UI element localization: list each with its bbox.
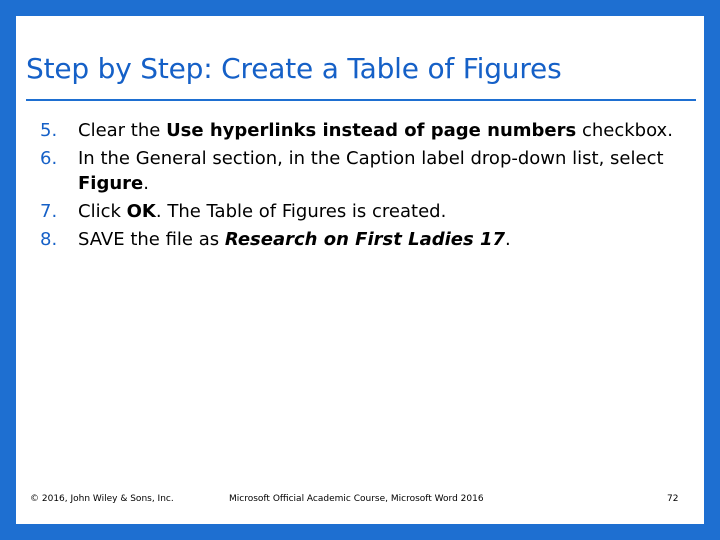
step-text-segment: checkbox. — [576, 120, 673, 141]
step-item — [26, 118, 686, 143]
step-text — [78, 229, 511, 250]
ui-element-name: Use hyperlinks instead of page numbers — [166, 120, 577, 141]
step-number: 7. — [40, 201, 58, 222]
footer-page-number: 72 — [667, 494, 679, 504]
slide-canvas — [16, 16, 704, 524]
step-item — [26, 227, 686, 252]
step-text-segment: . The Table of Figures is created. — [155, 201, 447, 222]
step-text — [78, 148, 664, 194]
step-number: 5. — [40, 120, 58, 141]
step-text-segment: SAVE the file as — [78, 229, 225, 250]
file-name: Research on First Ladies 17 — [224, 229, 506, 250]
ui-element-name: OK — [126, 201, 156, 222]
step-item — [26, 199, 686, 224]
footer-copyright: © 2016, John Wiley & Sons, Inc. — [30, 494, 174, 504]
step-text-segment: In the General section, in the Caption label drop-down list, select — [78, 148, 664, 169]
step-text-segment: Click — [78, 201, 127, 222]
step-number: 8. — [40, 229, 58, 250]
step-text-segment: . — [143, 173, 149, 194]
steps-list — [26, 118, 686, 255]
step-text — [78, 201, 446, 222]
slide-title: Step by Step: Create a Table of Figures — [26, 52, 562, 85]
step-text-segment: Clear the — [78, 120, 167, 141]
step-text-segment: . — [505, 229, 511, 250]
footer-course-title: Microsoft Official Academic Course, Microsoft Word 2016 — [229, 494, 484, 504]
step-text — [78, 120, 673, 141]
title-underline — [26, 99, 696, 101]
ui-element-name: Figure — [78, 173, 144, 194]
step-item — [26, 146, 686, 196]
step-number: 6. — [40, 148, 58, 169]
